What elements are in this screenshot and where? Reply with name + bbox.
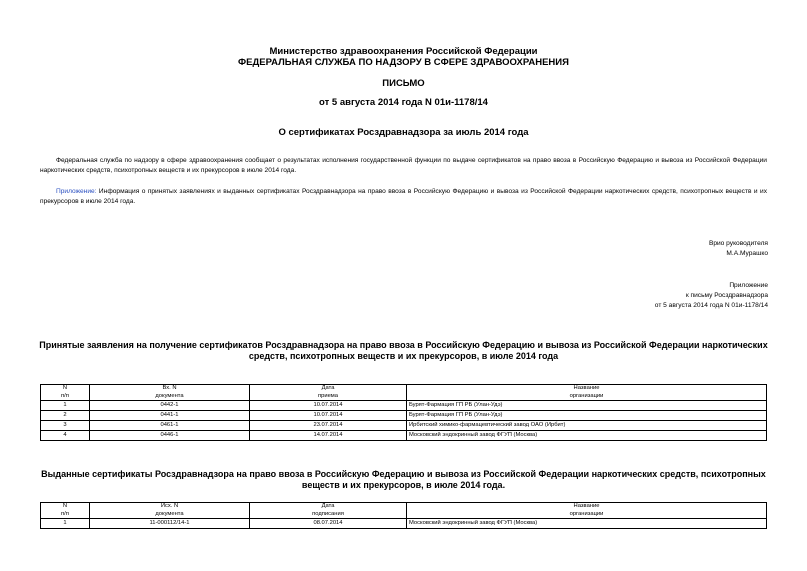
table-cell: Московский эндокринный завод ФГУП (Москва) [407, 519, 767, 529]
table-row [41, 411, 767, 421]
signer-name: М.А.Мурашко [726, 250, 768, 257]
column-header [41, 385, 90, 401]
table-cell: 11-000112/14-1 [90, 519, 250, 529]
column-header-line: N [62, 385, 68, 391]
column-header [90, 503, 250, 519]
table-cell: 10.07.2014 [250, 401, 407, 411]
column-header-line: п/п [61, 392, 69, 399]
certificates-table [40, 502, 767, 529]
column-header [250, 503, 407, 519]
column-header-line: N [62, 503, 68, 509]
column-header-line: подписания [312, 510, 344, 517]
table-cell: 1 [41, 401, 90, 411]
signature-block [468, 239, 768, 259]
table-cell: 0461-1 [90, 421, 250, 431]
table-cell: 3 [41, 421, 90, 431]
document-date: от 5 августа 2014 года N 01и-1178/14 [319, 97, 488, 108]
column-header-line: Дата [321, 385, 335, 391]
table-cell: Московский эндокринный завод ФГУП (Москва) [407, 431, 767, 441]
table-cell: Бурят-Фармация ГП РБ (Улан-Удэ) [407, 401, 767, 411]
table-row [41, 421, 767, 431]
column-header-line: документа [155, 510, 184, 517]
service-name: ФЕДЕРАЛЬНАЯ СЛУЖБА ПО НАДЗОРУ В СФЕРЕ ЗДРАВООХРАНЕНИЯ [238, 57, 569, 68]
column-header-line: Вх. N [162, 385, 177, 391]
table-cell: 0442-1 [90, 401, 250, 411]
document-type: ПИСЬМО [382, 78, 425, 89]
column-header-line: приема [317, 392, 339, 399]
appendix-header [468, 281, 768, 311]
column-header-line: организации [569, 510, 604, 517]
column-header [407, 385, 767, 401]
document-subject: О сертификатах Росздравнадзора за июль 2014 года [278, 127, 529, 138]
letter-header [0, 46, 807, 68]
table2-title: Выданные сертификаты Росздравнадзора на право ввоза в Российскую Федерацию и вывоза из Российской Федерации наркотических средств, психотропных веществ и их прекурсоров, в июле 2014 года. [41, 469, 766, 490]
table-header-row [41, 503, 767, 519]
column-header-line: Дата [321, 503, 335, 509]
column-header-line: Название [573, 385, 600, 391]
column-header-line: Исх. N [160, 503, 179, 509]
signer-position: Врио руководителя [708, 240, 768, 247]
table1-title: Принятые заявления на получение сертификатов Росздравнадзора на право ввоза в Российскую Федерацию и вывоза из Российской Федерации наркотических средств, психотропных веществ и их прекурсоров, в июле 2014 года [39, 340, 768, 361]
column-header [41, 503, 90, 519]
body-paragraph: Федеральная служба по надзору в сфере здравоохранения сообщает о результатах исполнения государственной функции по выдаче сертификатов на право ввоза в Российскую Федерацию и вывоза из Российской Федерации наркотических средств, психотропных веществ и их прекурсоров в июле 2014 года. [40, 157, 767, 174]
table-cell: 08.07.2014 [250, 519, 407, 529]
table-cell: 23.07.2014 [250, 421, 407, 431]
table-cell: 10.07.2014 [250, 411, 407, 421]
appendix-line1: Приложение [729, 282, 768, 289]
column-header-line: организации [569, 392, 604, 399]
column-header-line: Название [573, 503, 600, 509]
table-row [41, 401, 767, 411]
column-header-line: документа [155, 392, 184, 399]
column-header-line: п/п [61, 510, 69, 517]
table-cell: 14.07.2014 [250, 431, 407, 441]
table-cell: 4 [41, 431, 90, 441]
table-row [41, 519, 767, 529]
column-header [90, 385, 250, 401]
attachment-text: Информация о принятых заявлениях и выданных сертификатах Росздравнадзора на право ввоза в Российскую Федерацию и вывоза из Российской Федерации наркотических средств, психотропных веществ и их прекурсоров в июле 2014 года. [40, 188, 767, 205]
attachment-link[interactable]: Приложение: [56, 188, 97, 195]
appendix-line2: к письму Росздравнадзора [685, 292, 768, 299]
applications-table [40, 384, 767, 441]
table-cell: 2 [41, 411, 90, 421]
column-header [407, 503, 767, 519]
table-cell: 0441-1 [90, 411, 250, 421]
table-row [41, 431, 767, 441]
table-cell: Бурят-Фармация ГП РБ (Улан-Удэ) [407, 411, 767, 421]
table-cell: Ирбитский химико-фармацевтический завод ОАО (Ирбит) [407, 421, 767, 431]
table-cell: 0446-1 [90, 431, 250, 441]
table-cell: 1 [41, 519, 90, 529]
appendix-line3: от 5 августа 2014 года N 01и-1178/14 [654, 302, 768, 309]
attachment-paragraph [40, 187, 767, 206]
column-header [250, 385, 407, 401]
table-header-row [41, 385, 767, 401]
ministry-name: Министерство здравоохранения Российской Федерации [269, 46, 538, 57]
